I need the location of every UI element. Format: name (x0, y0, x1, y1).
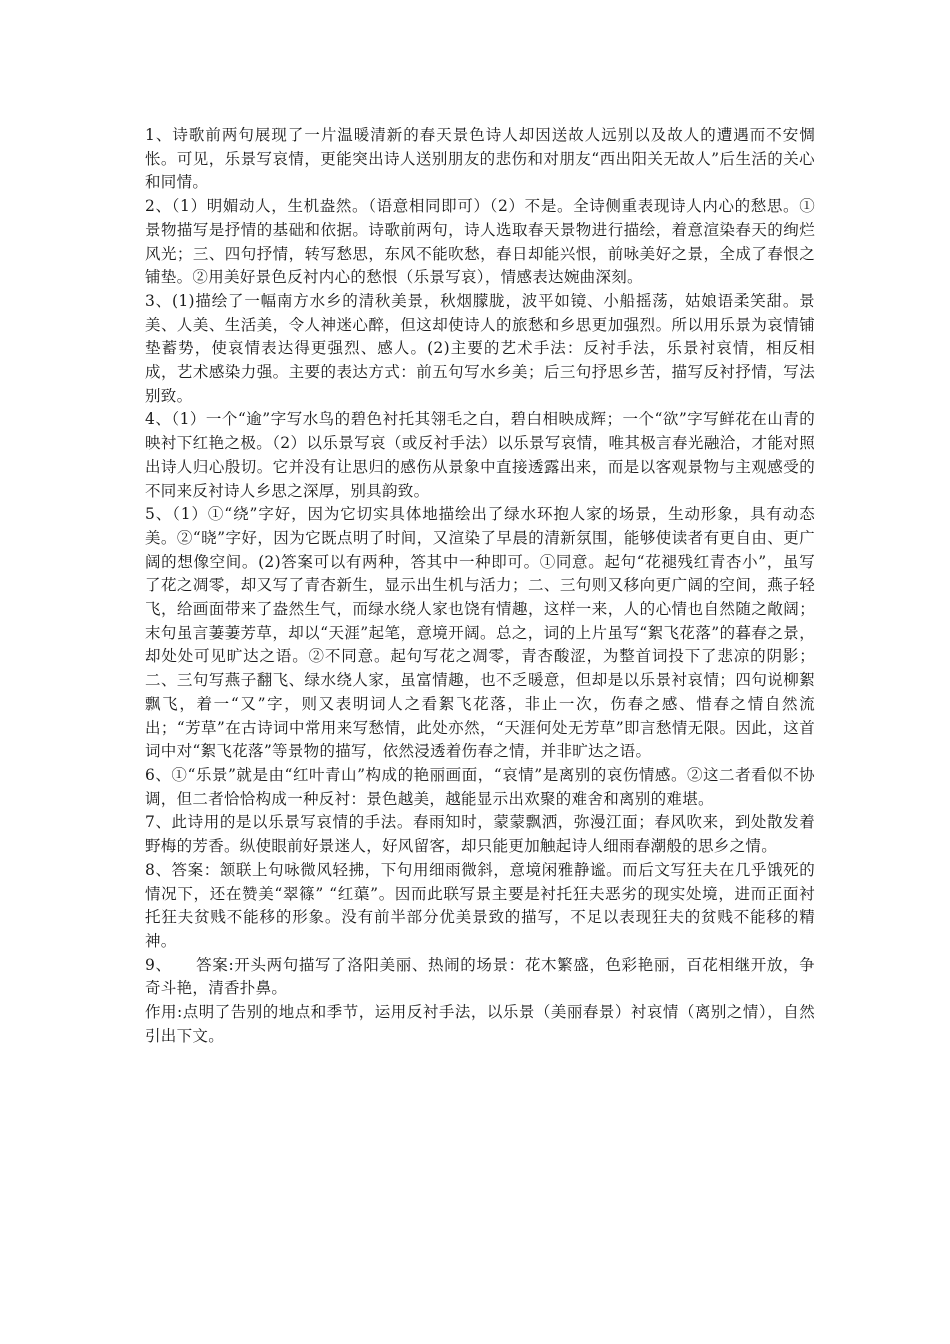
answer-paragraph-3: 3、(1)描绘了一幅南方水乡的清秋美景，秋烟朦胧，波平如镜、小船摇荡，姑娘语柔笑甜。景美、人美、生活美，令人神迷心醉，但这却使诗人的旅愁和乡思更加强烈。所以用乐景为哀情铺垫蓄势，使哀情表达得更强烈、感人。(2)主要的艺术手法：反衬手法，乐景衬哀情，相反相成，艺术感染力强。主要的表达方式：前五句写水乡美；后三句抒思乡苦，描写反衬抒情，写法别致。 (145, 291, 815, 405)
answer-paragraph-7: 7、此诗用的是以乐景写哀情的手法。春雨知时，蒙蒙飘洒，弥漫江面；春风吹来，到处散发着野梅的芳香。纵使眼前好景迷人，好风留客，却只能更加触起诗人细雨春潮般的思乡之情。 (145, 813, 815, 856)
answer-paragraph-2: 2、（1）明媚动人，生机盎然。（语意相同即可）（2）不是。全诗侧重表现诗人内心的愁思。①景物描写是抒情的基础和依据。诗歌前两句，诗人选取春天景物进行描绘，着意渲染春天的绚烂风光；三、四句抒情，转写愁思，东风不能吹愁，春日却能兴恨，前咏美好之景，全成了春恨之铺垫。②用美好景色反衬内心的愁恨（乐景写哀），情感表达婉曲深刻。 (145, 197, 815, 287)
answer-paragraph-9: 9、 答案:开头两句描写了洛阳美丽、热闹的场景：花木繁盛，色彩艳丽，百花相继开放，争奇斗艳，清香扑鼻。 (145, 955, 815, 998)
answer-paragraph-4: 4、（1）一个“逾”字写水鸟的碧色衬托其翎毛之白，碧白相映成辉；一个“欲”字写鲜花在山青的映衬下红艳之极。（2）以乐景写哀（或反衬手法）以乐景写哀情，唯其极言春光融洽，才能对照出诗人归心殷切。它并没有让思归的感伤从景象中直接透露出来，而是以客观景物与主观感受的不同来反衬诗人乡思之深厚，别具韵致。 (145, 410, 815, 500)
answer-paragraph-1: 1、诗歌前两句展现了一片温暖清新的春天景色诗人却因送故人远别以及故人的遭遇而不安惆怅。可见，乐景写哀情，更能突出诗人送别朋友的悲伤和对朋友“西出阳关无故人”后生活的关心和同情。 (145, 126, 815, 192)
answer-paragraph-9-function: 作用:点明了告别的地点和季节，运用反衬手法，以乐景（美丽春景）衬哀情（离别之情），自然引出下文。 (145, 1003, 815, 1045)
answer-paragraph-8: 8、答案：颔联上句咏微风轻拂，下句用细雨微斜，意境闲雅静谧。而后文写狂夫在几乎饿死的情况下，还在赞美“翠篠” “红蕖”。因而此联写景主要是衬托狂夫恶劣的现实处境，进而正面衬托狂夫贫贱不能移的形象。没有前半部分优美景致的描写，不足以表现狂夫的贫贱不能移的精神。 (145, 860, 815, 950)
answer-paragraph-6: 6、①“乐景”就是由“红叶青山”构成的艳丽画面，“哀情”是离别的哀伤情感。②这二者看似不协调，但二者恰恰构成一种反衬：景色越美，越能显示出欢聚的难舍和离别的难堪。 (145, 765, 815, 808)
document-body (145, 124, 815, 1048)
answer-paragraph-5: 5、（1）①“绕”字好，因为它切实具体地描绘出了绿水环抱人家的场景，生动形象，具有动态美。②“晓”字好，因为它既点明了时间，又渲染了早晨的清新氛围，能够使读者有更自由、更广阔的想像空间。(2)答案可以有两种，答其中一种即可。①同意。起句“花褪残红青杏小”，虽写了花之凋零，却又写了青杏新生，显示出生机与活力；二、三句则又移向更广阔的空间，燕子轻飞，给画面带来了盎然生气，而绿水绕人家也饶有情趣，这样一来，人的心情也自然随之敞阔；末句虽言萋萋芳草，却以“天涯”起笔，意境开阔。总之，词的上片虽写“絮飞花落”的暮春之景，却处处可见旷达之语。②不同意。起句写花之凋零，青杏酸涩，为整首词投下了悲凉的阴影；二、三句写燕子翻飞、绿水绕人家，虽富情趣，也不乏暖意，但却是以乐景衬哀情；四句说柳絮飘飞，着一“又”字，则又表明词人之看絮飞花落，非止一次，伤春之感、惜春之情自然流出；“芳草”在古诗词中常用来写愁情，此处亦然，“天涯何处无芳草”即言愁情无限。因此，这首词中对“絮飞花落”等景物的描写，依然浸透着伤春之情，并非旷达之语。 (145, 505, 815, 761)
